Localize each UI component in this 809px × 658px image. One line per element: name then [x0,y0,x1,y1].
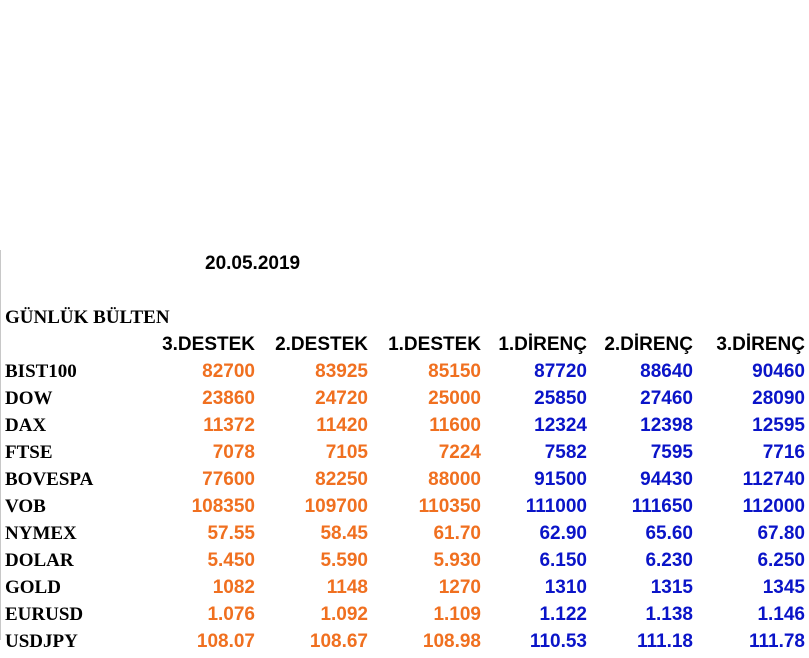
resistance-1-value: 110.53 [529,631,587,652]
support-3-value: 5.450 [207,550,255,571]
support-3-value: 108.07 [196,631,255,652]
support-1-value: 108.98 [422,631,481,652]
resistance-1-value: 1.122 [539,604,587,625]
support-2-value: 24720 [315,388,368,409]
instrument-name: FTSE [5,442,53,463]
resistance-2-value: 88640 [640,361,693,382]
resistance-2-value: 27460 [640,388,693,409]
instrument-name: DOW [5,388,53,409]
resistance-1-value: 7582 [544,442,587,463]
instrument-name: GOLD [5,577,61,598]
instrument-name: BOVESPA [5,469,94,490]
resistance-3-value: 12595 [752,415,805,436]
support-3-value: 1.076 [207,604,255,625]
support-3-value: 77600 [202,469,255,490]
support-2-value: 5.590 [320,550,368,571]
support-1-value: 85150 [428,361,481,382]
instrument-name: VOB [5,496,46,517]
table-header-row [0,334,809,361]
resistance-1-value: 25850 [534,388,587,409]
instrument-name: DAX [5,415,47,436]
table-row [0,523,809,550]
support-3-value: 57.55 [207,523,255,544]
resistance-1-value: 62.90 [539,523,587,544]
table-row [0,604,809,631]
instrument-name: NYMEX [5,523,77,544]
header-resistance-2: 2.DİRENÇ [604,334,693,355]
support-2-value: 11420 [316,415,368,436]
support-1-value: 110350 [418,496,481,517]
resistance-2-value: 1.138 [645,604,693,625]
support-3-value: 11372 [203,415,255,436]
header-support-2: 2.DESTEK [275,334,368,355]
support-2-value: 83925 [315,361,368,382]
support-1-value: 1270 [438,577,481,598]
resistance-2-value: 94430 [640,469,693,490]
table-row [0,496,809,523]
table-row [0,631,809,658]
bulletin-date: 20.05.2019 [205,253,301,274]
support-2-value: 1.092 [320,604,368,625]
resistance-1-value: 91500 [534,469,587,490]
support-3-value: 1082 [212,577,255,598]
resistance-1-value: 1310 [544,577,587,598]
table-row [0,361,809,388]
support-3-value: 82700 [202,361,255,382]
resistance-2-value: 12398 [640,415,693,436]
resistance-3-value: 7716 [762,442,805,463]
resistance-3-value: 111.78 [748,631,805,652]
resistance-2-value: 6.230 [645,550,693,571]
resistance-1-value: 111000 [525,496,587,517]
resistance-2-value: 7595 [650,442,693,463]
resistance-1-value: 87720 [534,361,587,382]
header-resistance-3: 3.DİRENÇ [716,334,805,355]
resistance-3-value: 1.146 [757,604,805,625]
instrument-name: DOLAR [5,550,74,571]
support-2-value: 1148 [326,577,368,598]
resistance-1-value: 6.150 [539,550,587,571]
resistance-3-value: 67.80 [757,523,805,544]
support-1-value: 25000 [428,388,481,409]
table-row [0,550,809,577]
resistance-3-value: 28090 [752,388,805,409]
table-row [0,388,809,415]
table-row [0,469,809,496]
support-1-value: 88000 [428,469,481,490]
resistance-2-value: 111650 [631,496,693,517]
support-1-value: 1.109 [433,604,481,625]
resistance-2-value: 111.18 [636,631,693,652]
resistance-3-value: 6.250 [757,550,805,571]
instrument-name: USDJPY [5,631,78,652]
support-2-value: 7105 [325,442,368,463]
support-1-value: 7224 [438,442,481,463]
resistance-3-value: 112000 [742,496,805,517]
support-2-value: 58.45 [320,523,368,544]
resistance-2-value: 65.60 [645,523,693,544]
header-support-3: 3.DESTEK [162,334,255,355]
support-3-value: 23860 [202,388,255,409]
resistance-3-value: 90460 [752,361,805,382]
table-row [0,577,809,604]
support-2-value: 108.67 [309,631,368,652]
resistance-3-value: 1345 [762,577,805,598]
header-support-1: 1.DESTEK [388,334,481,355]
support-1-value: 61.70 [433,523,481,544]
support-3-value: 7078 [212,442,255,463]
table-row [0,415,809,442]
support-3-value: 108350 [191,496,255,517]
resistance-3-value: 112740 [742,469,805,490]
support-2-value: 109700 [304,496,368,517]
table-row [0,442,809,469]
bulletin-title: GÜNLÜK BÜLTEN [5,307,170,328]
support-1-value: 5.930 [433,550,481,571]
instrument-name: EURUSD [5,604,84,625]
support-2-value: 82250 [315,469,368,490]
support-1-value: 11600 [429,415,481,436]
resistance-2-value: 1315 [650,577,693,598]
header-resistance-1: 1.DİRENÇ [498,334,587,355]
instrument-name: BIST100 [5,361,77,382]
resistance-1-value: 12324 [534,415,587,436]
